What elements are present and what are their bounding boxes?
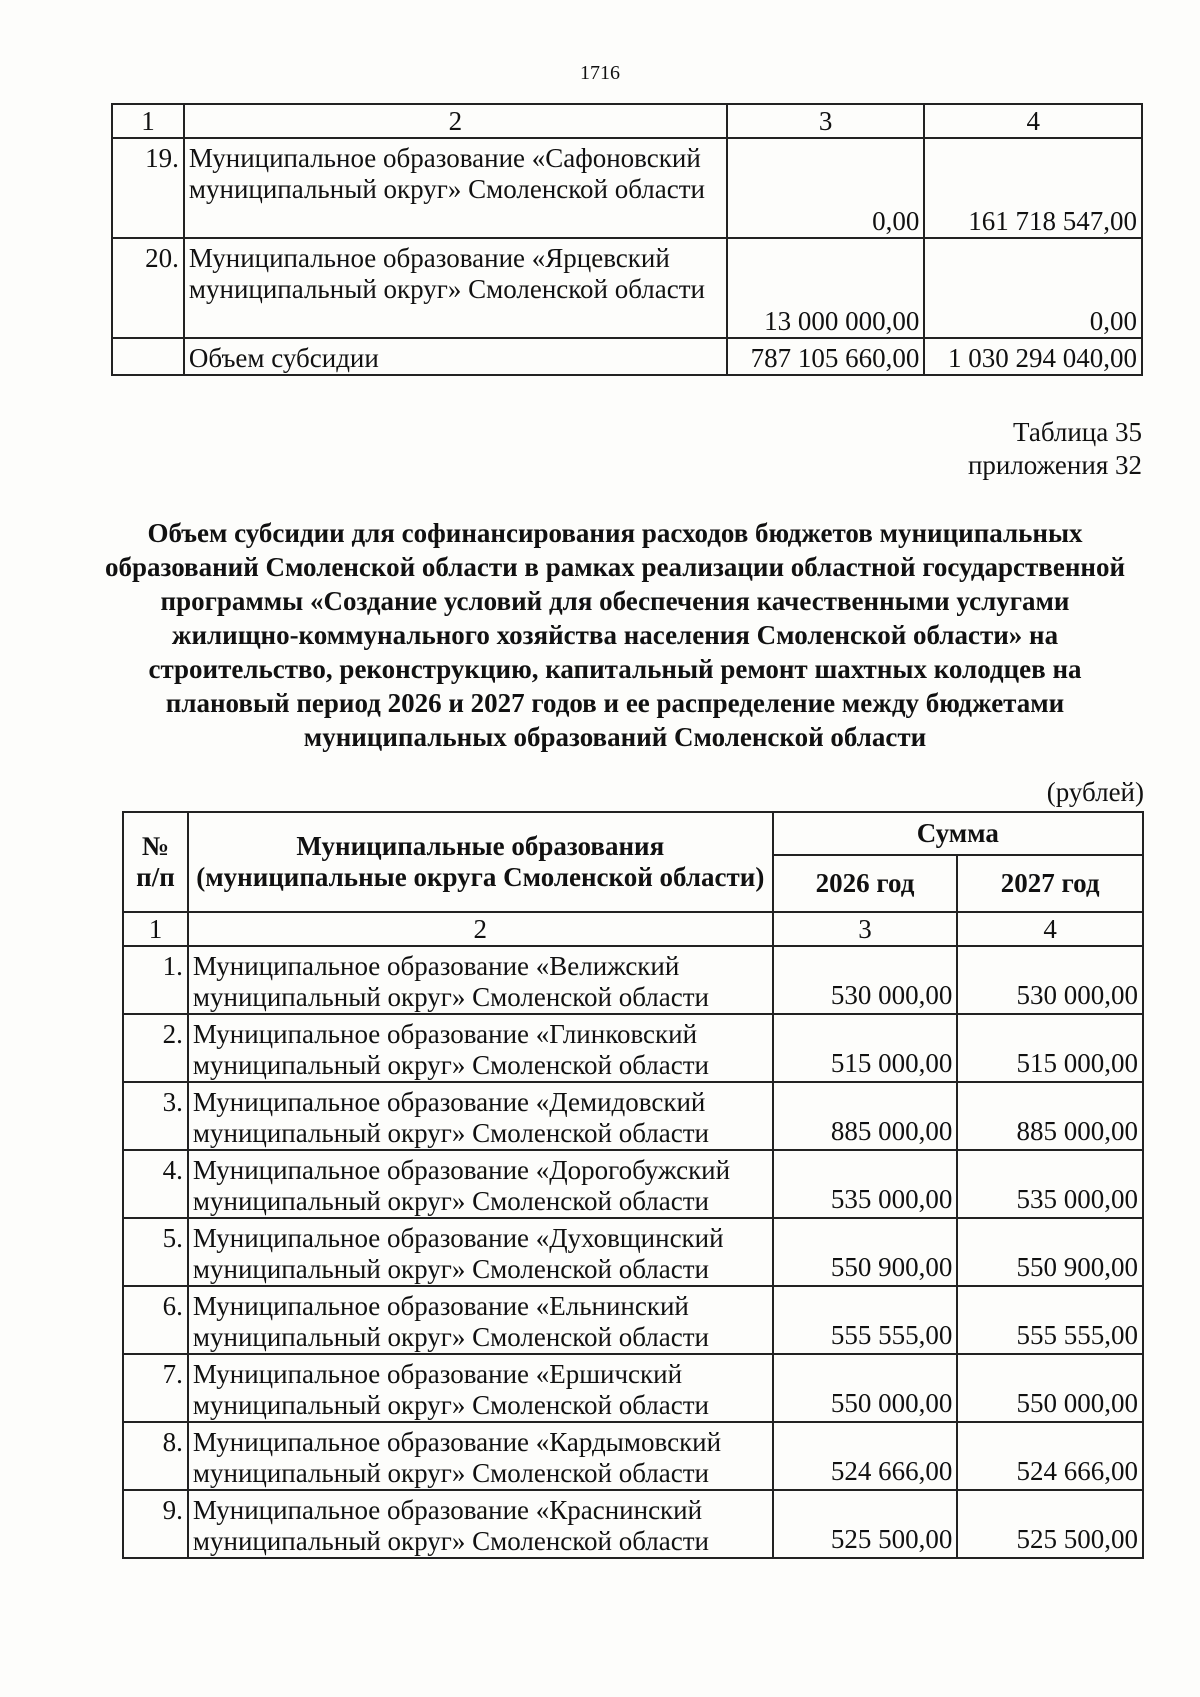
total-label: Объем субсидии bbox=[184, 338, 727, 375]
column-index: 2 bbox=[188, 912, 773, 946]
amount-2026: 0,00 bbox=[727, 138, 925, 238]
amount-2027: 530 000,00 bbox=[957, 946, 1143, 1014]
column-index-row bbox=[123, 912, 1143, 946]
amount-2026: 555 555,00 bbox=[773, 1286, 958, 1354]
amount-2027: 535 000,00 bbox=[957, 1150, 1143, 1218]
appendix-number: приложения 32 bbox=[967, 450, 1142, 480]
amount-2027: 524 666,00 bbox=[957, 1422, 1143, 1490]
row-number: 19. bbox=[112, 138, 184, 238]
header-year-2027: 2027 год bbox=[957, 855, 1143, 912]
column-index: 3 bbox=[773, 912, 958, 946]
total-2027: 1 030 294 040,00 bbox=[924, 338, 1142, 375]
table-row bbox=[123, 1422, 1143, 1490]
municipality-name: Муниципальное образование «Кардымовский муниципальный округ» Смоленской области bbox=[188, 1422, 773, 1490]
table-row bbox=[112, 238, 1142, 338]
table-row bbox=[123, 1014, 1143, 1082]
page-number: 1716 bbox=[580, 62, 620, 84]
document-title: Объем субсидии для софинансирования расходов бюджетов муниципальных образований Смоленской области в рамках реализации областной государственной программы «Создание условий для обеспечения качественными услугами жилищно-коммунального хозяйства населения Смоленской области» на строительство, реконструкцию, капитальный ремонт шахтных колодцев на плановый период 2026 и 2027 годов и ее распределение между бюджетами муниципальных образований Смоленской области bbox=[104, 518, 1126, 752]
table-row bbox=[123, 1354, 1143, 1422]
column-index: 1 bbox=[123, 912, 188, 946]
header-sum: Сумма bbox=[773, 812, 1143, 855]
municipality-name: Муниципальное образование «Дорогобужский муниципальный округ» Смоленской области bbox=[188, 1150, 773, 1218]
municipality-name: Муниципальное образование «Краснинский муниципальный округ» Смоленской области bbox=[188, 1490, 773, 1558]
row-number: 8. bbox=[123, 1422, 188, 1490]
municipality-name: Муниципальное образование «Глинковский муниципальный округ» Смоленской области bbox=[188, 1014, 773, 1082]
header-municipality: Муниципальные образования (муниципальные округа Смоленской области) bbox=[188, 812, 773, 912]
column-index: 2 bbox=[184, 104, 727, 138]
row-number: 4. bbox=[123, 1150, 188, 1218]
table-row bbox=[123, 946, 1143, 1014]
municipality-name: Муниципальное образование «Духовщинский муниципальный округ» Смоленской области bbox=[188, 1218, 773, 1286]
row-number: 5. bbox=[123, 1218, 188, 1286]
total-row-empty-cell bbox=[112, 338, 184, 375]
municipality-name: Муниципальное образование «Демидовский муниципальный округ» Смоленской области bbox=[188, 1082, 773, 1150]
table-row bbox=[123, 1490, 1143, 1558]
amount-2026: 515 000,00 bbox=[773, 1014, 958, 1082]
table-number: Таблица 35 bbox=[1013, 417, 1142, 447]
amount-2027: 550 900,00 bbox=[957, 1218, 1143, 1286]
total-row bbox=[112, 338, 1142, 375]
column-index: 3 bbox=[727, 104, 925, 138]
table-row bbox=[123, 1218, 1143, 1286]
column-index: 4 bbox=[957, 912, 1143, 946]
row-number: 3. bbox=[123, 1082, 188, 1150]
amount-2027: 515 000,00 bbox=[957, 1014, 1143, 1082]
top-table bbox=[111, 103, 1143, 376]
amount-2026: 13 000 000,00 bbox=[727, 238, 925, 338]
row-number: 9. bbox=[123, 1490, 188, 1558]
row-number: 2. bbox=[123, 1014, 188, 1082]
table-caption bbox=[968, 416, 1142, 482]
subsidy-table bbox=[122, 811, 1144, 1559]
amount-2026: 885 000,00 bbox=[773, 1082, 958, 1150]
row-number: 1. bbox=[123, 946, 188, 1014]
municipality-name: Муниципальное образование «Сафоновский муниципальный округ» Смоленской области bbox=[184, 138, 727, 238]
amount-2027: 550 000,00 bbox=[957, 1354, 1143, 1422]
municipality-name: Муниципальное образование «Ершичский муниципальный округ» Смоленской области bbox=[188, 1354, 773, 1422]
municipality-name: Муниципальное образование «Ельнинский муниципальный округ» Смоленской области bbox=[188, 1286, 773, 1354]
column-index-row bbox=[112, 104, 1142, 138]
row-number: 6. bbox=[123, 1286, 188, 1354]
amount-2026: 550 000,00 bbox=[773, 1354, 958, 1422]
header-year-2026: 2026 год bbox=[773, 855, 958, 912]
amount-2026: 530 000,00 bbox=[773, 946, 958, 1014]
municipality-name: Муниципальное образование «Велижский муниципальный округ» Смоленской области bbox=[188, 946, 773, 1014]
amount-2027: 885 000,00 bbox=[957, 1082, 1143, 1150]
amount-2027: 525 500,00 bbox=[957, 1490, 1143, 1558]
total-2026: 787 105 660,00 bbox=[727, 338, 925, 375]
amount-2026: 535 000,00 bbox=[773, 1150, 958, 1218]
row-number: 7. bbox=[123, 1354, 188, 1422]
amount-2027: 0,00 bbox=[924, 238, 1142, 338]
column-index: 4 bbox=[924, 104, 1142, 138]
row-number: 20. bbox=[112, 238, 184, 338]
table-row bbox=[123, 1082, 1143, 1150]
header-number: № п/п bbox=[123, 812, 188, 912]
municipality-name: Муниципальное образование «Ярцевский муниципальный округ» Смоленской области bbox=[184, 238, 727, 338]
table-row bbox=[123, 1150, 1143, 1218]
amount-2026: 550 900,00 bbox=[773, 1218, 958, 1286]
amount-2026: 525 500,00 bbox=[773, 1490, 958, 1558]
amount-2027: 555 555,00 bbox=[957, 1286, 1143, 1354]
column-index: 1 bbox=[112, 104, 184, 138]
table-row bbox=[112, 138, 1142, 238]
amount-2026: 524 666,00 bbox=[773, 1422, 958, 1490]
amount-2027: 161 718 547,00 bbox=[924, 138, 1142, 238]
table-row bbox=[123, 1286, 1143, 1354]
units-label: (рублей) bbox=[1046, 777, 1144, 807]
